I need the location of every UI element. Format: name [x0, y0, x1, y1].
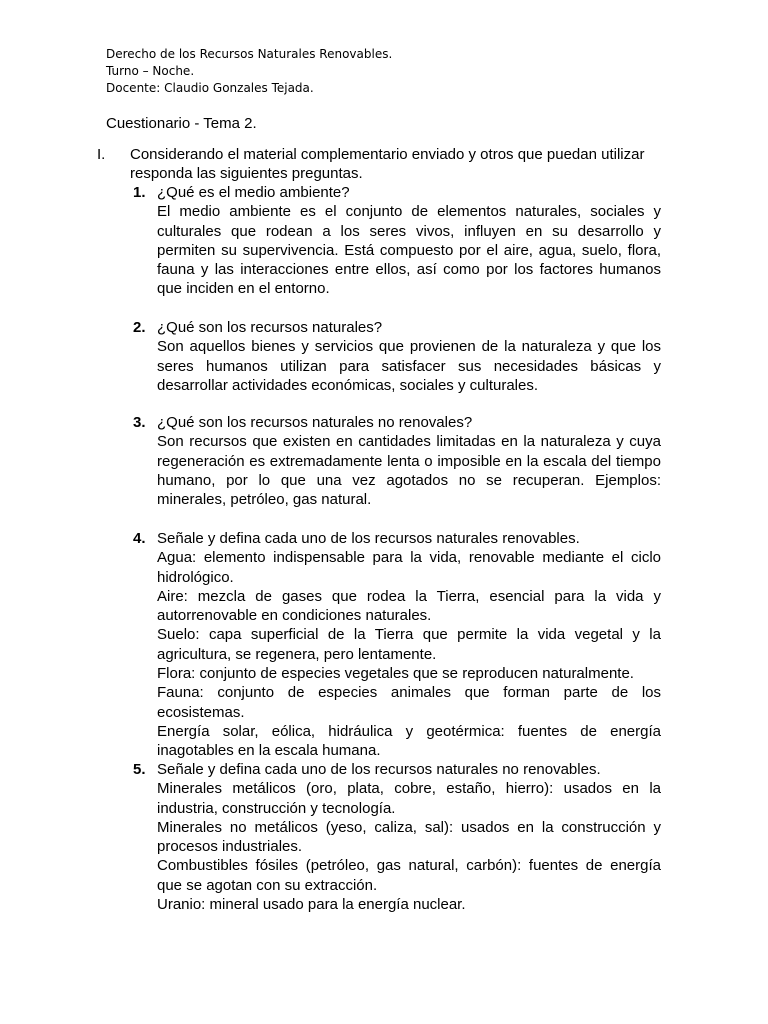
- answer-paragraph: Energía solar, eólica, hidráulica y geotérmica: fuentes de energía inagotables en la escala humana.: [157, 722, 661, 760]
- question-number: 4.: [133, 530, 146, 547]
- questionnaire-title: Cuestionario - Tema 2.: [106, 115, 257, 132]
- section-numeral: I.: [97, 146, 106, 163]
- answer-paragraph: Aire: mezcla de gases que rodea la Tierra, esencial para la vida y autorrenovable en condiciones naturales.: [157, 587, 661, 625]
- answer-paragraph: Fauna: conjunto de especies animales que forman parte de los ecosistemas.: [157, 684, 661, 721]
- question-text: ¿Qué son los recursos naturales no renovales?: [157, 414, 473, 431]
- answer-paragraph: Minerales no metálicos (yeso, caliza, sal): usados en la construcción y procesos industriales.: [157, 818, 661, 856]
- answer-paragraph: Combustibles fósiles (petróleo, gas natural, carbón): fuentes de energía que se agotan con su extracción.: [157, 857, 661, 894]
- answer-paragraph: El medio ambiente es el conjunto de elementos naturales, sociales y culturales que rodean a los seres vivos, influyen en su desarrollo y permiten su supervivencia. Está compuesto por el aire, agua, suelo, flora, fauna y las interacciones entre ellos, así como por los factores humanos que inciden en el entorno.: [157, 203, 661, 298]
- question-number: 1.: [133, 184, 146, 201]
- question-body: [157, 318, 661, 395]
- question-body: [157, 183, 661, 299]
- answer-block: [157, 337, 661, 395]
- answer-paragraph: Son recursos que existen en cantidades limitadas en la naturaleza y cuya regeneración es extremadamente lenta o imposible en la escala del tiempo humano, por lo que una vez agotados no se recuperan. Ejemplos: minerales, petróleo, gas natural.: [157, 433, 661, 509]
- answer-paragraph: Minerales metálicos (oro, plata, cobre, estaño, hierro): usados en la industria, construcción y tecnología.: [157, 780, 661, 817]
- question-text: ¿Qué son los recursos naturales?: [157, 319, 383, 336]
- question-number: 3.: [133, 414, 146, 431]
- answer-block: [157, 779, 661, 914]
- question-body: [157, 529, 661, 761]
- document-header: [106, 46, 392, 97]
- question-body: [157, 413, 661, 509]
- question-number: 2.: [133, 319, 146, 336]
- teacher-line: Docente: Claudio Gonzales Tejada.: [106, 81, 314, 95]
- question-text: Señale y defina cada uno de los recursos naturales no renovables.: [157, 761, 601, 778]
- question-text: Señale y defina cada uno de los recursos naturales renovables.: [157, 530, 580, 547]
- section-intro: Considerando el material complementario enviado y otros que puedan utilizar responda las siguientes preguntas.: [130, 146, 645, 183]
- answer-block: [157, 202, 661, 298]
- answer-block: [157, 548, 661, 760]
- question-number: 5.: [133, 761, 146, 778]
- answer-paragraph: Agua: elemento indispensable para la vida, renovable mediante el ciclo hidrológico.: [157, 549, 661, 586]
- question-body: [157, 760, 661, 914]
- answer-paragraph: Son aquellos bienes y servicios que provienen de la naturaleza y que los seres humanos utilizan para satisfacer sus necesidades básicas y desarrollar actividades económicas, sociales y culturales.: [157, 338, 661, 394]
- answer-paragraph: Flora: conjunto de especies vegetales que se reproducen naturalmente.: [157, 665, 634, 683]
- shift-line: Turno – Noche.: [106, 64, 195, 78]
- answer-paragraph: Uranio: mineral usado para la energía nuclear.: [157, 896, 466, 914]
- question-text: ¿Qué es el medio ambiente?: [157, 184, 350, 201]
- course-name: Derecho de los Recursos Naturales Renovables.: [106, 47, 393, 61]
- answer-paragraph: Suelo: capa superficial de la Tierra que permite la vida vegetal y la agricultura, se regenera, pero lentamente.: [157, 626, 661, 663]
- answer-block: [157, 432, 661, 509]
